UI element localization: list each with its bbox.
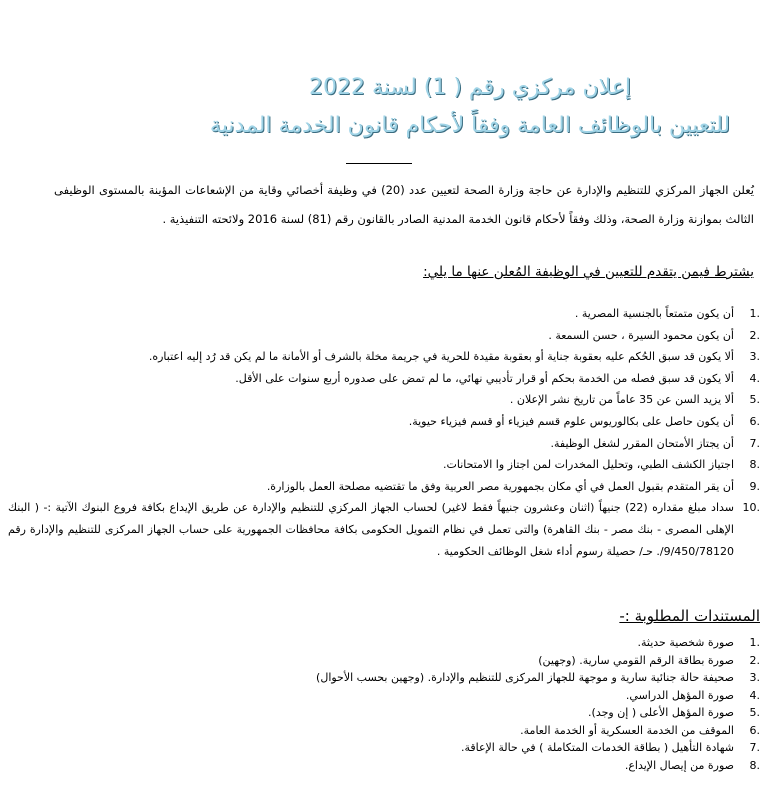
item-number: 3. [749, 671, 760, 684]
item-number: 2. [749, 328, 760, 342]
item-text: ألا يزيد السن عن 35 عاماً من تاريخ نشر الإعلان . [509, 393, 734, 407]
document-item [8, 739, 760, 757]
item-text: صحيفة حالة جنائية سارية و موجهة للجهاز المركزى للتنظيم والإدارة. (وجهين بحسب الأحوال) [316, 671, 734, 684]
item-number: 8. [749, 758, 760, 772]
item-number: 1. [749, 307, 760, 320]
title-line-1: إعلان مركزي رقم ( 1) لسنة 2022 [309, 75, 631, 100]
item-number: 1. [749, 636, 760, 649]
requirement-item [8, 433, 760, 455]
item-number: 2. [749, 653, 760, 667]
document-item [8, 704, 760, 722]
item-number: 5. [749, 706, 760, 719]
document-item [8, 669, 760, 687]
requirements-list [8, 303, 760, 562]
requirement-item [8, 368, 760, 390]
separator-line [346, 163, 412, 164]
item-text: أن يقر المتقدم بقبول العمل في أي مكان بجمهورية مصر العربية وفق ما تقتضيه مصلحة العمل بالوزارة. [266, 479, 734, 493]
item-number: 4. [749, 371, 760, 385]
requirement-item [8, 346, 760, 368]
document-item [8, 757, 760, 775]
item-text: أن يكون متمتعاً بالجنسية المصرية . [574, 307, 734, 320]
item-text: اجتياز الكشف الطبي، وتحليل المخدرات لمن اجتاز وا الامتحانات. [443, 458, 734, 472]
item-text: صورة من إيصال الإيداع. [624, 758, 734, 772]
document-item [8, 722, 760, 740]
document-item [8, 652, 760, 670]
title-line-2: للتعيين بالوظائف العامة وفقاً لأحكام قانون الخدمة المدنية [209, 113, 731, 138]
requirement-item [8, 497, 760, 562]
requirement-item [8, 303, 760, 325]
item-number: 4. [749, 688, 760, 702]
requirement-item [8, 389, 760, 411]
item-text: شهادة التأهيل ( بطاقة الخدمات المتكاملة ) في حالة الإعاقة. [460, 741, 734, 754]
requirement-item [8, 476, 760, 498]
documents-list [8, 634, 760, 774]
item-number: 8. [749, 458, 760, 472]
item-number: 5. [749, 393, 760, 407]
item-text: صورة المؤهل الأعلى ( إن وجد). [588, 706, 734, 719]
requirement-item [8, 454, 760, 476]
item-text: الموقف من الخدمة العسكرية أو الخدمة العامة. [520, 723, 734, 737]
document-item [8, 687, 760, 705]
item-text: ألا يكون قد سبق فصله من الخدمة بحكم أو قرار تأديبي نهائي، ما لم تمض على صدوره أربع سنوات على الأقل. [235, 371, 734, 385]
item-text: صورة شخصية حديثة. [637, 636, 734, 649]
requirements-heading: يشترط فيمن يتقدم للتعيين في الوظيفة المُعلن عنها ما يلي: [423, 264, 754, 280]
requirement-item [8, 411, 760, 433]
item-number: 7. [749, 436, 760, 450]
item-number: 7. [749, 741, 760, 754]
item-text: أن يكون حاصل على بكالوريوس علوم قسم فيزياء أو قسم فيزياء حيوية. [408, 414, 734, 428]
document-item [8, 634, 760, 652]
item-number: 6. [749, 414, 760, 428]
intro-paragraph: يُعلن الجهاز المركزي للتنظيم والإدارة عن حاجة وزارة الصحة لتعيين عدد (20) في وظيفة أخصائي وقاية من الإشعاعات المؤينة بالمستوى الوظيفى الثالث بموازنة وزارة الصحة، وذلك وفقاً لأحكام قانون الخدمة المدنية الصادر بالقانون رقم (81) لسنة 2016 ولائحته التنفيذية . [54, 183, 754, 226]
item-text: ألا يكون قد سبق الحُكم عليه بعقوبة جناية أو بعقوبة مقيدة للحرية في جريمة مخلة بالشرف أو الأمانة ما لم يكن قد رُد إليه اعتباره. [148, 350, 734, 364]
item-text: سداد مبلغ مقداره (22) جنيهاً (اثنان وعشرون جنيهاً فقط لاغير) لحساب الجهاز المركزي للتنظيم والإدارة عن طريق الإيداع بكافة فروع البنوك الآتية :- ( البنك الإهلى المصرى - بنك مصر - بنك القاهرة) والتى تعمل في نظام التمويل الحكومى بكافة محافظات الجمهورية على حساب الجهاز المركزى للتنظيم والإدارة رقم 9/450/78120/. حـ/ حصيلة رسوم أداء شغل الوظائف الحكومية . [8, 501, 734, 558]
item-text: صورة المؤهل الدراسي. [625, 688, 734, 702]
item-text: أن يجتاز الأمتحان المقرر لشغل الوظيفة. [550, 436, 734, 450]
item-number: 9. [749, 479, 760, 493]
item-text: صورة بطاقة الرقم القومي سارية. (وجهين) [538, 653, 734, 667]
item-text: أن يكون محمود السيرة ، حسن السمعة . [548, 328, 734, 342]
documents-heading: المستندات المطلوبة :- [619, 607, 760, 625]
requirement-item [8, 325, 760, 347]
item-number: 3. [749, 350, 760, 364]
item-number: 10. [742, 501, 760, 515]
item-number: 6. [749, 723, 760, 737]
